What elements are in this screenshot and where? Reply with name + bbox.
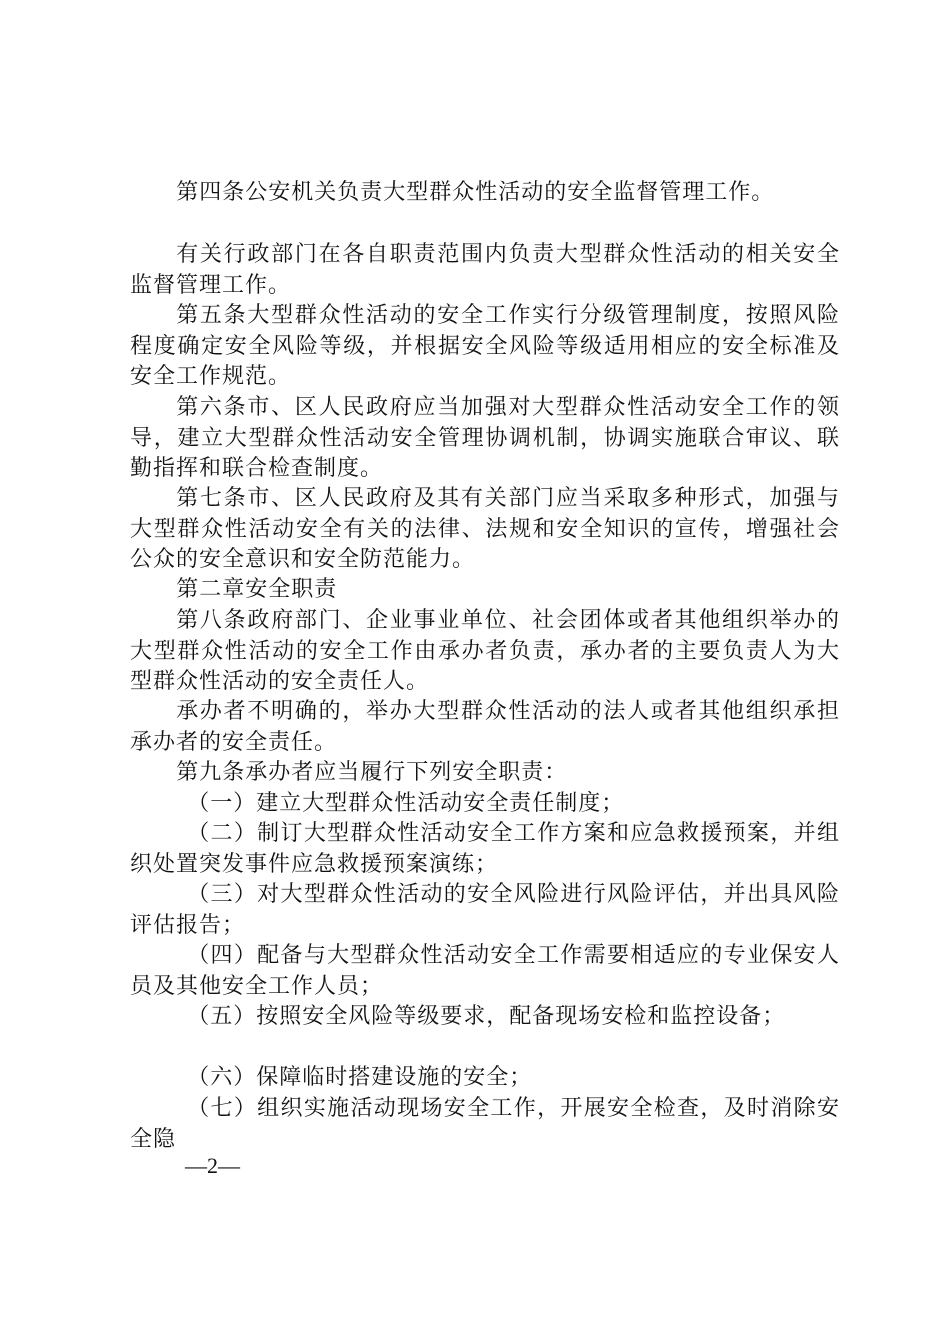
list-item-2: （二）制订大型群众性活动安全工作方案和应急救援预案，并组织处置突发事件应急救援预案演练； (130, 821, 840, 877)
paragraph-article-8-continued: 承办者不明确的，举办大型群众性活动的法人或者其他组织承担承办者的安全责任。 (130, 699, 840, 755)
paragraph-article-6: 第六条市、区人民政府应当加强对大型群众性活动安全工作的领导，建立大型群众性活动安全管理协调机制，协调实施联合审议、联勤指挥和联合检查制度。 (130, 395, 840, 481)
chapter-heading: 第二章安全职责 (176, 577, 338, 602)
paragraph-article-5: 第五条大型群众性活动的安全工作实行分级管理制度，按照风险程度确定安全风险等级，并根据安全风险等级适用相应的安全标准及安全工作规范。 (130, 303, 840, 389)
list-item-4: （四）配备与大型群众性活动安全工作需要相适应的专业保安人员及其他安全工作人员； (130, 943, 840, 999)
paragraph-article-7: 第七条市、区人民政府及其有关部门应当采取多种形式，加强与大型群众性活动安全有关的法律、法规和安全知识的宣传，增强社会公众的安全意识和安全防范能力。 (130, 486, 840, 572)
list-item-6: （六）保障临时搭建设施的安全； (187, 1065, 533, 1090)
list-item-3: （三）对大型群众性活动的安全风险进行风险评估，并出具风险评估报告； (130, 882, 840, 938)
paragraph-article-4-continued: 有关行政部门在各自职责范围内负责大型群众性活动的相关安全监督管理工作。 (130, 242, 840, 298)
list-item-5: （五）按照安全风险等级要求，配备现场安检和监控设备； (187, 1004, 786, 1029)
list-item-1: （一）建立大型群众性活动安全责任制度； (187, 791, 625, 816)
paragraph-article-9: 第九条承办者应当履行下列安全职责： (176, 760, 568, 785)
page-number: —2— (185, 1153, 240, 1178)
paragraph-article-8: 第八条政府部门、企业事业单位、社会团体或者其他组织举办的大型群众性活动的安全工作由承办者负责，承办者的主要负责人为大型群众性活动的安全责任人。 (130, 608, 840, 694)
paragraph-article-4: 第四条公安机关负责大型群众性活动的安全监督管理工作。 (176, 180, 775, 205)
list-item-7: （七）组织实施活动现场安全工作，开展安全检查，及时消除安全隐 (130, 1096, 840, 1152)
